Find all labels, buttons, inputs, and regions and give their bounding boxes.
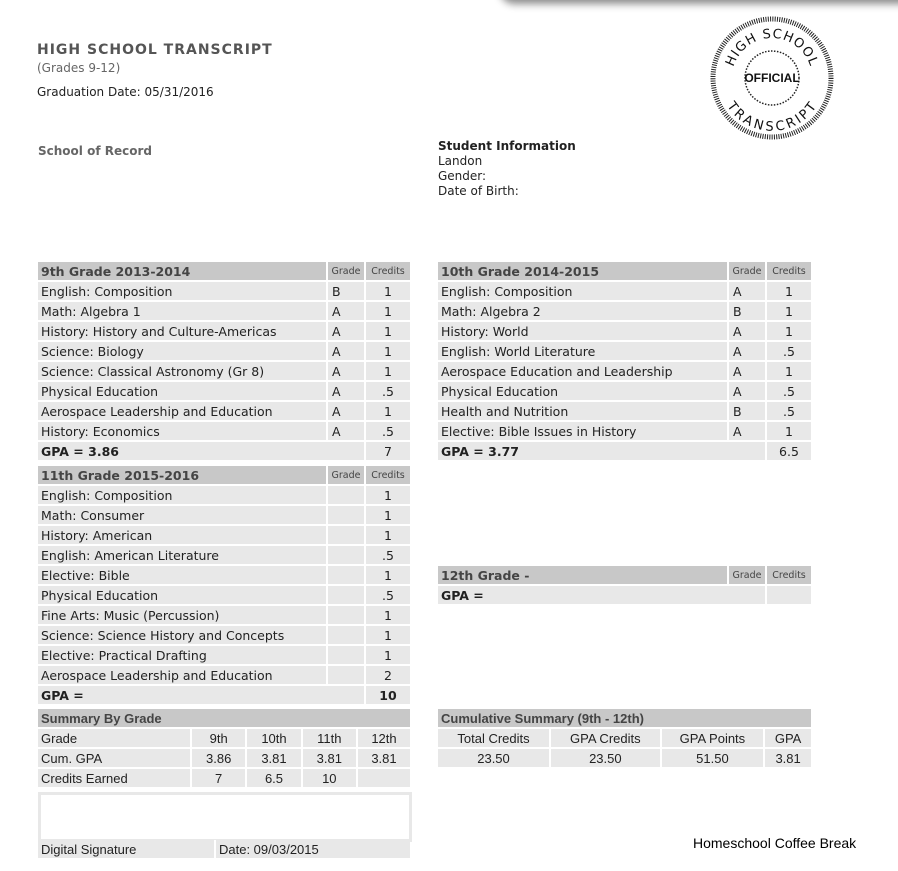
brand-watermark: Homeschool Coffee Break — [693, 835, 857, 851]
course-name: English: World Literature — [438, 342, 729, 362]
cumulative-value: 51.50 — [662, 749, 766, 769]
course-name: History: American — [38, 526, 328, 546]
course-grade: A — [328, 342, 366, 362]
course-name: Aerospace Leadership and Education — [38, 402, 328, 422]
course-grade — [328, 666, 366, 686]
svg-text:OFFICIAL: OFFICIAL — [744, 71, 800, 85]
course-credits: 1 — [767, 322, 811, 342]
signature-box — [38, 792, 412, 842]
summary-row — [38, 769, 410, 789]
graduation-date: Graduation Date: 05/31/2016 — [37, 85, 214, 99]
course-credits: 1 — [366, 606, 410, 626]
course-grade: B — [729, 402, 767, 422]
course-credits: .5 — [366, 546, 410, 566]
gpa-value: GPA = 3.77 — [438, 442, 767, 462]
course-credits: 1 — [366, 526, 410, 546]
course-name: History: Economics — [38, 422, 328, 442]
summary-value: 10th — [247, 729, 302, 749]
course-credits: .5 — [366, 422, 410, 442]
course-row — [38, 546, 410, 566]
total-credits — [767, 586, 811, 606]
course-name: Elective: Bible — [38, 566, 328, 586]
cumulative-header: GPA — [765, 729, 811, 749]
course-name: Math: Consumer — [38, 506, 328, 526]
grade-column-header: Grade — [328, 466, 366, 486]
summary-label: Grade — [38, 729, 192, 749]
course-credits: 1 — [366, 626, 410, 646]
summary-value: 3.86 — [192, 749, 247, 769]
course-grade: B — [328, 282, 366, 302]
summary-label: Credits Earned — [38, 769, 192, 789]
cumulative-summary-table — [438, 709, 811, 769]
course-row — [38, 322, 410, 342]
course-credits: .5 — [767, 382, 811, 402]
grade-9-table — [38, 262, 410, 462]
credits-column-header: Credits — [366, 466, 410, 486]
gpa-value: GPA = — [438, 586, 767, 606]
course-name: English: Composition — [38, 282, 328, 302]
course-name: Elective: Bible Issues in History — [438, 422, 729, 442]
course-row — [38, 646, 410, 666]
course-grade — [328, 486, 366, 506]
course-row — [438, 322, 811, 342]
svg-text:HIGH SCHOOL: HIGH SCHOOL — [723, 26, 821, 69]
course-grade — [328, 626, 366, 646]
summary-row — [38, 729, 410, 749]
course-credits: .5 — [366, 382, 410, 402]
course-name: Aerospace Leadership and Education — [38, 666, 328, 686]
grade-12-table — [438, 566, 811, 606]
course-row — [38, 362, 410, 382]
course-credits: 1 — [366, 282, 410, 302]
student-gender: Gender: — [438, 169, 487, 183]
credits-column-header: Credits — [767, 566, 811, 586]
table-header — [38, 709, 410, 729]
course-name: Math: Algebra 1 — [38, 302, 328, 322]
course-name: English: Composition — [38, 486, 328, 506]
cumulative-title: Cumulative Summary (9th - 12th) — [438, 709, 811, 729]
course-name: History: World — [438, 322, 729, 342]
course-row — [38, 302, 410, 322]
table-header — [438, 709, 811, 729]
cumulative-headers — [438, 729, 811, 749]
course-row — [38, 382, 410, 402]
student-information — [438, 139, 576, 199]
summary-value: 10 — [303, 769, 358, 789]
course-name: Elective: Practical Drafting — [38, 646, 328, 666]
course-credits: 1 — [366, 362, 410, 382]
course-row — [38, 422, 410, 442]
summary-row — [38, 749, 410, 769]
course-credits: 1 — [366, 402, 410, 422]
course-name: History: History and Culture-Americas — [38, 322, 328, 342]
course-grade: A — [328, 362, 366, 382]
course-name: Physical Education — [38, 586, 328, 606]
grade-column-header: Grade — [328, 262, 366, 282]
total-credits: 6.5 — [767, 442, 811, 462]
course-credits: 1 — [767, 422, 811, 442]
course-name: Science: Classical Astronomy (Gr 8) — [38, 362, 328, 382]
summary-value: 3.81 — [303, 749, 358, 769]
page-title: HIGH SCHOOL TRANSCRIPT — [37, 42, 273, 58]
summary-value: 3.81 — [247, 749, 302, 769]
course-grade: A — [328, 322, 366, 342]
course-grade: A — [729, 342, 767, 362]
course-grade — [328, 586, 366, 606]
gpa-row — [438, 442, 811, 462]
student-heading: Student Information — [438, 139, 576, 153]
cumulative-header: GPA Points — [662, 729, 766, 749]
course-grade: A — [328, 382, 366, 402]
course-name: English: American Literature — [38, 546, 328, 566]
gpa-value: GPA = 3.86 — [38, 442, 366, 462]
student-dob: Date of Birth: — [438, 184, 519, 198]
svg-text:TRANSCRIPT: TRANSCRIPT — [723, 99, 821, 135]
summary-value: 12th — [358, 729, 410, 749]
gpa-value: GPA = — [38, 686, 366, 706]
grade-10-table — [438, 262, 811, 462]
course-credits: 2 — [366, 666, 410, 686]
cumulative-header: GPA Credits — [551, 729, 662, 749]
course-grade: A — [729, 322, 767, 342]
summary-label: Cum. GPA — [38, 749, 192, 769]
cumulative-value: 3.81 — [765, 749, 811, 769]
grade-11-table — [38, 466, 410, 706]
digital-signature-label: Digital Signature — [38, 840, 216, 860]
page-subtitle: (Grades 9-12) — [37, 61, 121, 75]
credits-column-header: Credits — [366, 262, 410, 282]
course-name: Science: Science History and Concepts — [38, 626, 328, 646]
course-grade: A — [729, 362, 767, 382]
course-name: Science: Biology — [38, 342, 328, 362]
official-seal-stamp — [710, 16, 834, 140]
grade-column-header: Grade — [729, 262, 767, 282]
course-row — [38, 566, 410, 586]
gpa-row — [38, 442, 410, 462]
course-row — [438, 282, 811, 302]
course-row — [38, 506, 410, 526]
year-title: 9th Grade 2013-2014 — [38, 262, 328, 282]
course-name: Physical Education — [438, 382, 729, 402]
course-credits: 1 — [366, 566, 410, 586]
course-row — [38, 486, 410, 506]
cumulative-header: Total Credits — [438, 729, 551, 749]
course-name: Physical Education — [38, 382, 328, 402]
course-row — [38, 342, 410, 362]
summary-value: 11th — [303, 729, 358, 749]
course-grade — [328, 566, 366, 586]
signature-row — [38, 840, 410, 860]
course-row — [438, 302, 811, 322]
gpa-row — [38, 686, 410, 706]
course-grade — [328, 606, 366, 626]
summary-value: 3.81 — [358, 749, 410, 769]
school-of-record — [38, 144, 152, 158]
course-row — [438, 422, 811, 442]
course-credits: 1 — [366, 486, 410, 506]
course-credits: 1 — [767, 302, 811, 322]
course-row — [38, 606, 410, 626]
course-credits: 1 — [767, 362, 811, 382]
course-row — [38, 402, 410, 422]
course-name: Health and Nutrition — [438, 402, 729, 422]
course-row — [438, 402, 811, 422]
course-row — [38, 626, 410, 646]
course-credits: .5 — [366, 586, 410, 606]
summary-value: 6.5 — [247, 769, 302, 789]
table-header — [438, 262, 811, 282]
school-heading: School of Record — [38, 144, 152, 158]
course-grade: A — [729, 422, 767, 442]
course-name: English: Composition — [438, 282, 729, 302]
course-grade — [328, 546, 366, 566]
course-grade: A — [328, 402, 366, 422]
course-grade: A — [729, 282, 767, 302]
cumulative-values — [438, 749, 811, 769]
course-credits: 1 — [366, 342, 410, 362]
table-header — [38, 262, 410, 282]
table-header — [38, 466, 410, 486]
summary-value: 7 — [192, 769, 247, 789]
course-credits: 1 — [767, 282, 811, 302]
course-row — [38, 526, 410, 546]
course-credits: 1 — [366, 302, 410, 322]
course-grade: B — [729, 302, 767, 322]
course-grade — [328, 646, 366, 666]
signature-date: Date: 09/03/2015 — [216, 840, 410, 860]
total-credits: 10 — [366, 686, 410, 706]
course-credits: 1 — [366, 646, 410, 666]
course-row — [438, 362, 811, 382]
course-row — [438, 342, 811, 362]
cumulative-value: 23.50 — [551, 749, 662, 769]
year-title: 10th Grade 2014-2015 — [438, 262, 729, 282]
course-name: Math: Algebra 2 — [438, 302, 729, 322]
summary-value: 9th — [192, 729, 247, 749]
course-row — [38, 586, 410, 606]
grade-column-header: Grade — [729, 566, 767, 586]
course-credits: .5 — [767, 342, 811, 362]
course-row — [438, 382, 811, 402]
course-grade — [328, 526, 366, 546]
course-credits: 1 — [366, 322, 410, 342]
course-name: Fine Arts: Music (Percussion) — [38, 606, 328, 626]
summary-by-grade-table — [38, 709, 410, 789]
course-name: Aerospace Education and Leadership — [438, 362, 729, 382]
summary-title: Summary By Grade — [38, 709, 410, 729]
student-name: Landon — [438, 154, 483, 168]
year-title: 11th Grade 2015-2016 — [38, 466, 328, 486]
table-header — [438, 566, 811, 586]
course-grade: A — [729, 382, 767, 402]
gpa-row — [438, 586, 811, 606]
credits-column-header: Credits — [767, 262, 811, 282]
summary-value — [358, 769, 410, 789]
course-row — [38, 666, 410, 686]
total-credits: 7 — [366, 442, 410, 462]
course-row — [38, 282, 410, 302]
course-grade: A — [328, 302, 366, 322]
cumulative-value: 23.50 — [438, 749, 551, 769]
year-title: 12th Grade - — [438, 566, 729, 586]
course-credits: 1 — [366, 506, 410, 526]
course-grade: A — [328, 422, 366, 442]
course-credits: .5 — [767, 402, 811, 422]
course-grade — [328, 506, 366, 526]
